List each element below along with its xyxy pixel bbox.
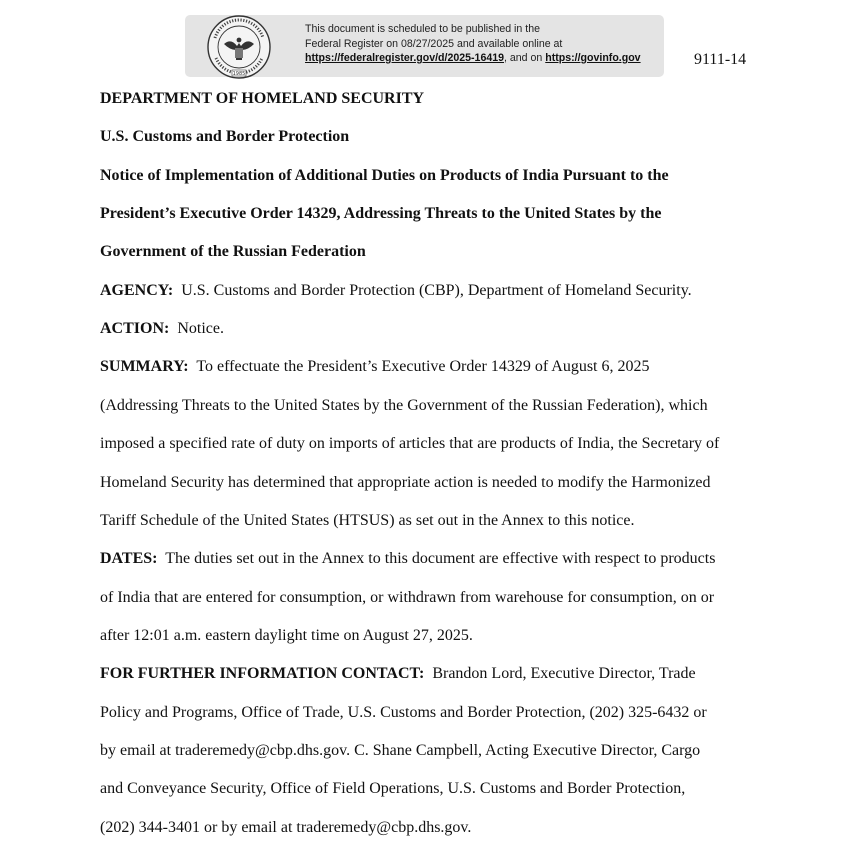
- contact-line-2: Policy and Programs, Office of Trade, U.S. Customs and Border Protection, (202) 325-6432 or: [100, 704, 707, 721]
- contact-line-3: by email at traderemedy@cbp.dhs.gov. C. Shane Campbell, Acting Executive Director, Cargo: [100, 742, 701, 759]
- federalregister-link[interactable]: https://federalregister.gov/d/2025-16419: [305, 52, 505, 64]
- summary-line-5: Tariff Schedule of the United States (HTSUS) as set out in the Annex to this notice.: [100, 512, 635, 529]
- agency-heading: U.S. Customs and Border Protection: [100, 128, 350, 145]
- agency-text: U.S. Customs and Border Protection (CBP), Department of Homeland Security.: [181, 282, 692, 299]
- banner-line-3: [305, 51, 641, 66]
- contact-label: FOR FURTHER INFORMATION CONTACT:: [100, 665, 425, 682]
- summary-label: SUMMARY:: [100, 358, 189, 375]
- notice-title-line-2: President’s Executive Order 14329, Addressing Threats to the United States by the: [100, 205, 662, 222]
- svg-text:1985: 1985: [232, 71, 246, 77]
- banner-text: [305, 22, 641, 66]
- action-section: [100, 320, 224, 338]
- action-text: Notice.: [177, 320, 224, 337]
- agency-label: AGENCY:: [100, 282, 174, 299]
- contact-line-5: (202) 344-3401 or by email at traderemedy@cbp.dhs.gov.: [100, 819, 472, 836]
- summary-line-3: imposed a specified rate of duty on imports of articles that are products of India, the Secretary of: [100, 435, 720, 452]
- dates-line-3: after 12:01 a.m. eastern daylight time on August 27, 2025.: [100, 627, 473, 644]
- summary-line-4: Homeland Security has determined that appropriate action is needed to modify the Harmonized: [100, 474, 711, 491]
- banner-line-2: Federal Register on 08/27/2025 and available online at: [305, 37, 563, 50]
- contact-line-1: [100, 665, 696, 683]
- dates-label: DATES:: [100, 550, 158, 567]
- summary-first-text: To effectuate the President’s Executive Order 14329 of August 6, 2025: [196, 358, 650, 375]
- dates-line-2: of India that are entered for consumption, or withdrawn from warehouse for consumption, on or: [100, 589, 715, 606]
- govinfo-link[interactable]: https://govinfo.gov: [545, 52, 641, 64]
- banner-mid-text: , and on: [504, 52, 546, 64]
- document-number: 9111-14: [694, 51, 747, 68]
- summary-line-2: (Addressing Threats to the United States by the Government of the Russian Federation), which: [100, 397, 708, 414]
- national-archives-seal-icon: [206, 8, 272, 86]
- banner-line-1: This document is scheduled to be published in the: [305, 23, 540, 35]
- dates-first-text: The duties set out in the Annex to this document are effective with respect to products: [165, 550, 716, 567]
- dates-line-1: [100, 550, 715, 568]
- action-label: ACTION:: [100, 320, 170, 337]
- contact-line-4: and Conveyance Security, Office of Field Operations, U.S. Customs and Border Protection,: [100, 780, 686, 797]
- summary-line-1: [100, 358, 649, 376]
- department-heading: DEPARTMENT OF HOMELAND SECURITY: [100, 90, 425, 107]
- notice-title-line-1: Notice of Implementation of Additional Duties on Products of India Pursuant to the: [100, 167, 669, 184]
- agency-section: [100, 282, 692, 300]
- notice-title-line-3: Government of the Russian Federation: [100, 243, 366, 260]
- contact-first-text: Brandon Lord, Executive Director, Trade: [432, 665, 696, 682]
